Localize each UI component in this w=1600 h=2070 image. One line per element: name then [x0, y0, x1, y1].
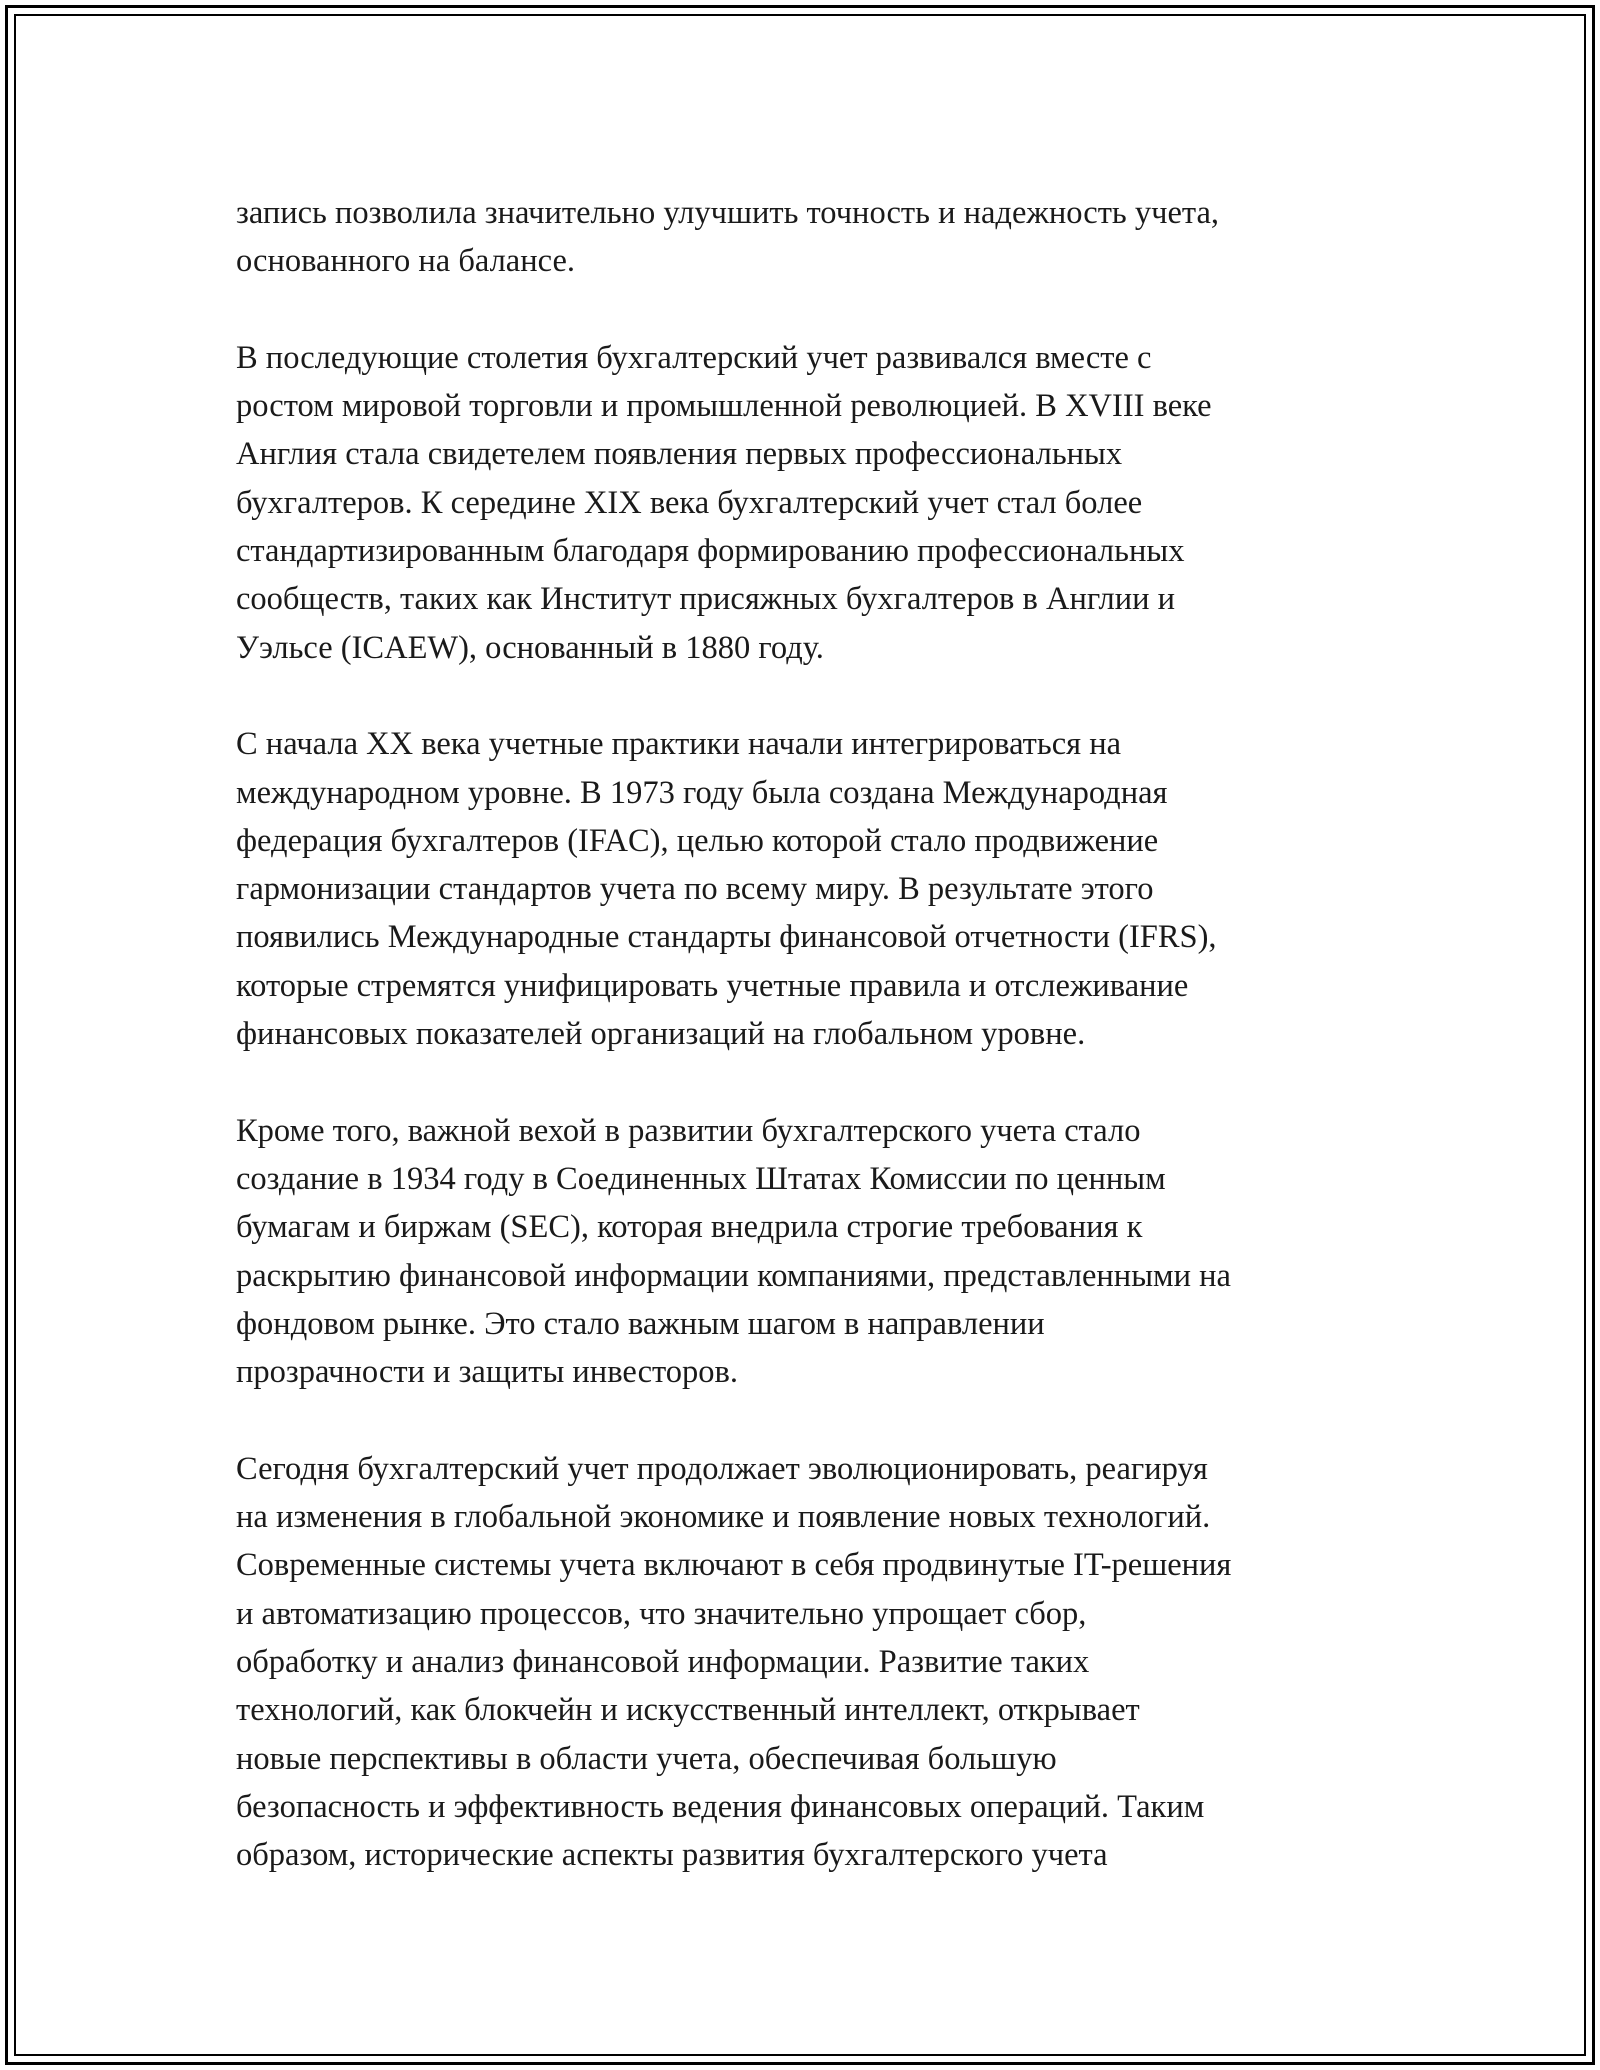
- text-line: и автоматизацию процессов, что значительно упрощает сбор,: [236, 1595, 1087, 1632]
- paragraph-5: [236, 1445, 1376, 1880]
- text-line: запись позволила значительно улучшить точность и надежность учета,: [236, 195, 1220, 231]
- text-line: гармонизации стандартов учета по всему миру. В результате этого: [236, 871, 1154, 908]
- text-line: Кроме того, важной вехой в развитии бухгалтерского учета стало: [236, 1112, 1141, 1149]
- text-line: Современные системы учета включают в себя продвинутые IT-решения: [236, 1547, 1232, 1584]
- text-line: фондовом рынке. Это стало важным шагом в направлении: [236, 1305, 1045, 1342]
- text-line: создание в 1934 году в Соединенных Штатах Комиссии по ценным: [236, 1160, 1166, 1197]
- text-line: бумагам и биржам (SEC), которая внедрила строгие требования к: [236, 1209, 1143, 1246]
- text-line: С начала XX века учетные практики начали интегрироваться на: [236, 726, 1122, 763]
- text-line: образом, исторические аспекты развития бухгалтерского учета: [236, 1837, 1108, 1874]
- text-line: ростом мировой торговли и промышленной революцией. В XVIII веке: [236, 388, 1212, 425]
- text-line: которые стремятся унифицировать учетные правила и отслеживание: [236, 967, 1189, 1004]
- text-line: прозрачности и защиты инвесторов.: [236, 1354, 739, 1391]
- text-line: финансовых показателей организаций на глобальном уровне.: [236, 1016, 1086, 1053]
- text-line: на изменения в глобальной экономике и появление новых технологий.: [236, 1499, 1211, 1536]
- text-line: федерация бухгалтеров (IFAC), целью которой стало продвижение: [236, 822, 1159, 859]
- text-line: обработку и анализ финансовой информации. Развитие таких: [236, 1643, 1090, 1680]
- document-body: [236, 189, 1376, 1879]
- text-line: бухгалтеров. К середине XIX века бухгалтерский учет стал более: [236, 484, 1143, 521]
- text-line: стандартизированным благодаря формированию профессиональных: [236, 533, 1185, 570]
- text-line: Сегодня бухгалтерский учет продолжает эволюционировать, реагируя: [236, 1450, 1208, 1487]
- paragraph-2: [236, 334, 1376, 672]
- text-line: раскрытию финансовой информации компаниями, представленными на: [236, 1257, 1231, 1294]
- text-line: Уэльсе (ICAEW), основанный в 1880 году.: [236, 629, 824, 666]
- text-line: новые перспективы в области учета, обеспечивая большую: [236, 1740, 1057, 1777]
- text-line: появились Международные стандарты финансовой отчетности (IFRS),: [236, 919, 1217, 956]
- text-line: Англия стала свидетелем появления первых профессиональных: [236, 436, 1123, 473]
- paragraph-4: [236, 1107, 1376, 1397]
- text-line: В последующие столетия бухгалтерский учет развивался вместе с: [236, 339, 1152, 376]
- text-line: основанного на балансе.: [236, 243, 575, 280]
- text-line: сообществ, таких как Институт присяжных бухгалтеров в Англии и: [236, 581, 1176, 618]
- text-line: безопасность и эффективность ведения финансовых операций. Таким: [236, 1788, 1205, 1825]
- paragraph-1: [236, 189, 1376, 286]
- paragraph-3: [236, 720, 1376, 1058]
- text-line: международном уровне. В 1973 году была создана Международная: [236, 774, 1168, 811]
- text-line: технологий, как блокчейн и искусственный интеллект, открывает: [236, 1692, 1140, 1729]
